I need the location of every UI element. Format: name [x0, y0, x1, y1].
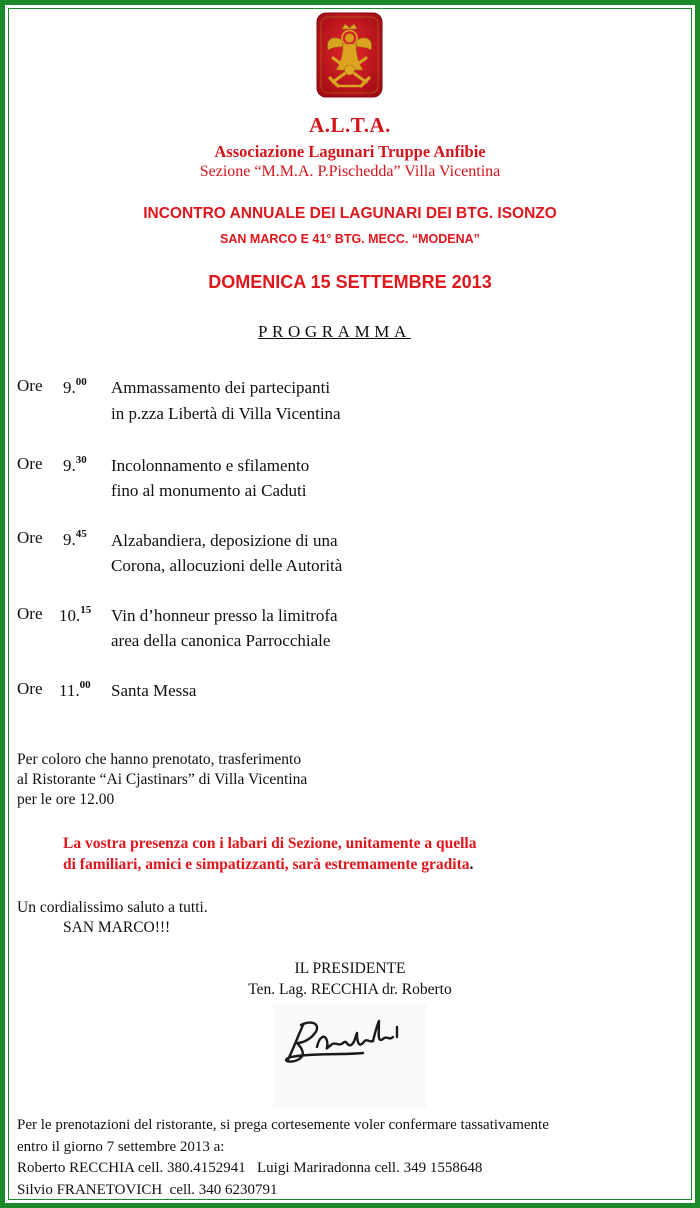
reservation-notice: [17, 1115, 549, 1201]
transfer-line-1: Per coloro che hanno prenotato, trasferimento: [17, 751, 302, 768]
schedule-item-desc-line1: Incolonnamento e sfilamento: [111, 456, 310, 475]
schedule-item-label: Ore: [17, 376, 43, 395]
schedule-item-desc-line2: Corona, allocuzioni delle Autorità: [111, 556, 343, 575]
reservation-contacts-1: Roberto RECCHIA cell. 380.4152941 Luigi Mariradonna cell. 349 1558648: [17, 1160, 483, 1176]
winged-lion-emblem-icon: [316, 12, 383, 98]
signatory-role: IL PRESIDENTE: [294, 960, 406, 977]
greeting-line-1: Un cordialissimo saluto a tutti.: [17, 899, 208, 916]
schedule-item-desc-line1: Ammassamento dei partecipanti: [111, 378, 331, 397]
schedule-item-label: Ore: [17, 528, 43, 547]
schedule-item-desc-line1: Santa Messa: [111, 681, 197, 700]
invitation-line-2: di familiari, amici e simpatizzanti, sarà estremamente gradita.: [63, 856, 474, 873]
reservation-line-1: Per le prenotazioni del ristorante, si prega cortesemente voler confermare tassativamente: [17, 1117, 549, 1133]
greeting-line-2: SAN MARCO!!!: [63, 919, 171, 936]
schedule-item-label: Ore: [17, 454, 43, 473]
schedule-item-desc-line1: Vin d’honneur presso la limitrofa: [111, 606, 338, 625]
organization-acronym: A.L.T.A.: [309, 113, 391, 137]
schedule-item-time: 9.00: [63, 376, 87, 397]
schedule-item-time: 10.15: [59, 604, 92, 625]
transfer-line-3: per le ore 12.00: [17, 791, 115, 808]
reservation-contacts-2: Silvio FRANETOVICH cell. 340 6230791: [17, 1181, 278, 1198]
schedule-item-desc-line1: Alzabandiera, deposizione di una: [111, 531, 338, 550]
schedule-item-desc-line2: area della canonica Parrocchiale: [111, 631, 331, 650]
association-name: Associazione Lagunari Truppe Anfibie: [214, 142, 486, 161]
signatory-name: Ten. Lag. RECCHIA dr. Roberto: [248, 981, 452, 998]
event-title-line-2: SAN MARCO E 41° BTG. MECC. “MODENA”: [220, 232, 480, 246]
section-name: Sezione “M.M.A. P.Pischedda” Villa Vicentina: [199, 163, 501, 180]
schedule-item-time: 11.00: [59, 679, 91, 700]
schedule-item-label: Ore: [17, 604, 43, 623]
transfer-line-2: al Ristorante “Ai Cjastinars” di Villa Vicentina: [17, 771, 308, 788]
invitation-line-1: La vostra presenza con i labari di Sezione, unitamente a quella: [63, 835, 477, 852]
schedule-item-label: Ore: [17, 679, 43, 698]
schedule-item-desc-line2: in p.zza Libertà di Villa Vicentina: [111, 404, 341, 423]
event-title-line-1: INCONTRO ANNUALE DEI LAGUNARI DEI BTG. ISONZO: [143, 205, 557, 222]
handwritten-signature-icon: [273, 1003, 427, 1109]
schedule-item-time: 9.30: [63, 454, 87, 475]
program-heading: PROGRAMMA: [258, 322, 411, 341]
event-date: DOMENICA 15 SETTEMBRE 2013: [208, 272, 492, 292]
reservation-line-2: entro il giorno 7 settembre 2013 a:: [17, 1138, 225, 1155]
schedule-item-time: 9.45: [63, 528, 87, 549]
schedule-item-desc-line2: fino al monumento ai Caduti: [111, 481, 307, 500]
